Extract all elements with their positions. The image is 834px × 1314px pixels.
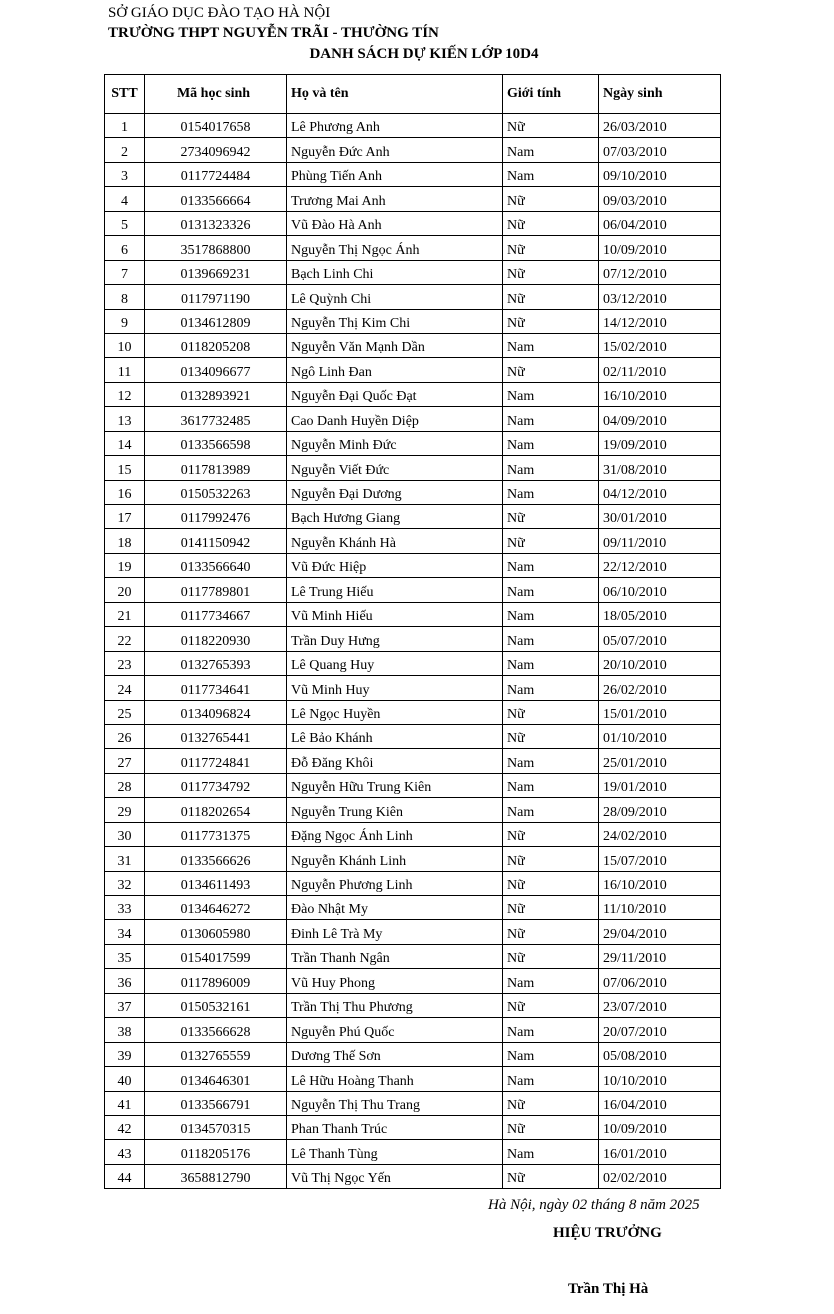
cell-birth-date: 04/12/2010 (599, 480, 721, 504)
table-row (105, 1067, 721, 1091)
cell-birth-date: 14/12/2010 (599, 309, 721, 333)
cell-gender: Nam (503, 407, 599, 431)
cell-student-id: 0117971190 (145, 285, 287, 309)
cell-student-id: 0118205208 (145, 333, 287, 357)
cell-student-id: 0134646301 (145, 1067, 287, 1091)
cell-student-id: 3617732485 (145, 407, 287, 431)
cell-full-name: Bạch Hương Giang (287, 505, 503, 529)
cell-full-name: Nguyễn Viết Đức (287, 456, 503, 480)
cell-student-id: 0134096824 (145, 700, 287, 724)
cell-birth-date: 05/08/2010 (599, 1042, 721, 1066)
school-name: TRƯỜNG THPT NGUYỄN TRÃI - THƯỜNG TÍN (108, 25, 439, 41)
cell-stt: 40 (105, 1067, 145, 1091)
table-row (105, 944, 721, 968)
table-row (105, 187, 721, 211)
column-header-birth-date: Ngày sinh (599, 75, 721, 114)
table-row (105, 260, 721, 284)
cell-birth-date: 05/07/2010 (599, 627, 721, 651)
cell-student-id: 0118220930 (145, 627, 287, 651)
cell-gender: Nam (503, 676, 599, 700)
cell-birth-date: 16/10/2010 (599, 871, 721, 895)
cell-full-name: Nguyễn Khánh Linh (287, 847, 503, 871)
cell-student-id: 0133566664 (145, 187, 287, 211)
cell-student-id: 0134646272 (145, 896, 287, 920)
cell-birth-date: 03/12/2010 (599, 285, 721, 309)
cell-full-name: Phan Thanh Trúc (287, 1115, 503, 1139)
column-header-full-name: Họ và tên (287, 75, 503, 114)
cell-stt: 15 (105, 456, 145, 480)
cell-gender: Nam (503, 162, 599, 186)
cell-birth-date: 06/10/2010 (599, 578, 721, 602)
cell-full-name: Phùng Tiến Anh (287, 162, 503, 186)
cell-stt: 31 (105, 847, 145, 871)
cell-gender: Nam (503, 480, 599, 504)
cell-birth-date: 29/04/2010 (599, 920, 721, 944)
table-row (105, 676, 721, 700)
cell-birth-date: 26/02/2010 (599, 676, 721, 700)
table-row (105, 333, 721, 357)
table-row (105, 969, 721, 993)
cell-stt: 1 (105, 114, 145, 138)
cell-stt: 44 (105, 1164, 145, 1188)
table-row (105, 700, 721, 724)
cell-stt: 17 (105, 505, 145, 529)
cell-student-id: 0150532263 (145, 480, 287, 504)
cell-student-id: 0150532161 (145, 993, 287, 1017)
cell-birth-date: 29/11/2010 (599, 944, 721, 968)
cell-gender: Nữ (503, 822, 599, 846)
cell-gender: Nữ (503, 114, 599, 138)
cell-student-id: 0132893921 (145, 382, 287, 406)
cell-stt: 42 (105, 1115, 145, 1139)
cell-birth-date: 15/01/2010 (599, 700, 721, 724)
table-row (105, 456, 721, 480)
cell-full-name: Nguyễn Phương Linh (287, 871, 503, 895)
cell-full-name: Vũ Minh Hiếu (287, 602, 503, 626)
cell-student-id: 0117724841 (145, 749, 287, 773)
cell-student-id: 0154017658 (145, 114, 287, 138)
cell-student-id: 0134611493 (145, 871, 287, 895)
cell-full-name: Nguyễn Đại Quốc Đạt (287, 382, 503, 406)
cell-stt: 43 (105, 1140, 145, 1164)
cell-gender: Nam (503, 602, 599, 626)
table-row (105, 822, 721, 846)
table-row (105, 162, 721, 186)
cell-student-id: 0133566791 (145, 1091, 287, 1115)
cell-birth-date: 16/04/2010 (599, 1091, 721, 1115)
cell-stt: 41 (105, 1091, 145, 1115)
cell-gender: Nam (503, 578, 599, 602)
cell-gender: Nữ (503, 993, 599, 1017)
cell-stt: 24 (105, 676, 145, 700)
cell-full-name: Vũ Đức Hiệp (287, 553, 503, 577)
table-row (105, 309, 721, 333)
cell-gender: Nữ (503, 236, 599, 260)
cell-full-name: Vũ Đào Hà Anh (287, 211, 503, 235)
cell-gender: Nữ (503, 187, 599, 211)
table-row (105, 1140, 721, 1164)
cell-stt: 14 (105, 431, 145, 455)
cell-gender: Nam (503, 969, 599, 993)
cell-student-id: 0130605980 (145, 920, 287, 944)
cell-student-id: 0117734667 (145, 602, 287, 626)
table-row (105, 920, 721, 944)
cell-student-id: 0117789801 (145, 578, 287, 602)
cell-birth-date: 10/09/2010 (599, 1115, 721, 1139)
table-row (105, 1091, 721, 1115)
table-row (105, 431, 721, 455)
cell-stt: 4 (105, 187, 145, 211)
cell-student-id: 0131323326 (145, 211, 287, 235)
cell-stt: 11 (105, 358, 145, 382)
cell-student-id: 0117896009 (145, 969, 287, 993)
page-title: DANH SÁCH DỰ KIẾN LỚP 10D4 (309, 46, 539, 62)
table-row (105, 138, 721, 162)
cell-birth-date: 16/10/2010 (599, 382, 721, 406)
table-row (105, 505, 721, 529)
cell-gender: Nữ (503, 1164, 599, 1188)
cell-full-name: Nguyễn Văn Mạnh Dần (287, 333, 503, 357)
cell-stt: 10 (105, 333, 145, 357)
cell-student-id: 0118202654 (145, 798, 287, 822)
cell-full-name: Nguyễn Thị Kim Chi (287, 309, 503, 333)
table-row (105, 114, 721, 138)
place-and-date: Hà Nội, ngày 02 tháng 8 năm 2025 (488, 1197, 700, 1213)
cell-birth-date: 30/01/2010 (599, 505, 721, 529)
cell-stt: 21 (105, 602, 145, 626)
cell-student-id: 0117724484 (145, 162, 287, 186)
cell-birth-date: 06/04/2010 (599, 211, 721, 235)
cell-student-id: 0117734792 (145, 773, 287, 797)
cell-birth-date: 19/09/2010 (599, 431, 721, 455)
cell-student-id: 0133566626 (145, 847, 287, 871)
column-header-stt: STT (105, 75, 145, 114)
cell-student-id: 0133566628 (145, 1018, 287, 1042)
table-row (105, 553, 721, 577)
cell-full-name: Nguyễn Hữu Trung Kiên (287, 773, 503, 797)
cell-gender: Nam (503, 1140, 599, 1164)
cell-birth-date: 25/01/2010 (599, 749, 721, 773)
cell-birth-date: 20/10/2010 (599, 651, 721, 675)
cell-stt: 39 (105, 1042, 145, 1066)
table-header-row (105, 75, 721, 114)
cell-stt: 35 (105, 944, 145, 968)
cell-student-id: 0117731375 (145, 822, 287, 846)
cell-gender: Nữ (503, 920, 599, 944)
table-row (105, 1164, 721, 1188)
cell-full-name: Lê Quỳnh Chi (287, 285, 503, 309)
cell-gender: Nữ (503, 211, 599, 235)
cell-gender: Nam (503, 553, 599, 577)
cell-gender: Nữ (503, 871, 599, 895)
cell-student-id: 0117813989 (145, 456, 287, 480)
cell-birth-date: 18/05/2010 (599, 602, 721, 626)
table-row (105, 847, 721, 871)
cell-stt: 37 (105, 993, 145, 1017)
cell-full-name: Đặng Ngọc Ánh Linh (287, 822, 503, 846)
cell-student-id: 0133566598 (145, 431, 287, 455)
cell-full-name: Dương Thế Sơn (287, 1042, 503, 1066)
cell-birth-date: 24/02/2010 (599, 822, 721, 846)
cell-stt: 38 (105, 1018, 145, 1042)
cell-full-name: Nguyễn Minh Đức (287, 431, 503, 455)
cell-student-id: 0134570315 (145, 1115, 287, 1139)
table-row (105, 529, 721, 553)
cell-student-id: 0139669231 (145, 260, 287, 284)
cell-gender: Nam (503, 798, 599, 822)
cell-stt: 26 (105, 724, 145, 748)
cell-full-name: Lê Hữu Hoàng Thanh (287, 1067, 503, 1091)
table-row (105, 578, 721, 602)
cell-gender: Nam (503, 749, 599, 773)
cell-student-id: 0132765393 (145, 651, 287, 675)
cell-full-name: Đinh Lê Trà My (287, 920, 503, 944)
table-row (105, 651, 721, 675)
cell-stt: 27 (105, 749, 145, 773)
cell-birth-date: 26/03/2010 (599, 114, 721, 138)
cell-gender: Nữ (503, 505, 599, 529)
cell-full-name: Nguyễn Phú Quốc (287, 1018, 503, 1042)
cell-full-name: Trương Mai Anh (287, 187, 503, 211)
table-row (105, 871, 721, 895)
cell-full-name: Trần Thị Thu Phương (287, 993, 503, 1017)
cell-gender: Nam (503, 431, 599, 455)
cell-stt: 28 (105, 773, 145, 797)
table-body (105, 114, 721, 1189)
cell-stt: 5 (105, 211, 145, 235)
cell-birth-date: 02/02/2010 (599, 1164, 721, 1188)
cell-student-id: 0141150942 (145, 529, 287, 553)
cell-student-id: 0118205176 (145, 1140, 287, 1164)
cell-student-id: 3517868800 (145, 236, 287, 260)
table-row (105, 773, 721, 797)
cell-full-name: Vũ Huy Phong (287, 969, 503, 993)
cell-gender: Nữ (503, 529, 599, 553)
cell-gender: Nam (503, 1042, 599, 1066)
cell-full-name: Nguyễn Thị Thu Trang (287, 1091, 503, 1115)
cell-stt: 32 (105, 871, 145, 895)
table-row (105, 211, 721, 235)
cell-gender: Nữ (503, 358, 599, 382)
cell-full-name: Lê Bảo Khánh (287, 724, 503, 748)
cell-gender: Nam (503, 773, 599, 797)
cell-gender: Nữ (503, 724, 599, 748)
table-row (105, 798, 721, 822)
cell-full-name: Nguyễn Trung Kiên (287, 798, 503, 822)
column-header-gender: Giới tính (503, 75, 599, 114)
cell-gender: Nam (503, 456, 599, 480)
cell-full-name: Nguyễn Đại Dương (287, 480, 503, 504)
cell-birth-date: 15/07/2010 (599, 847, 721, 871)
cell-stt: 33 (105, 896, 145, 920)
cell-full-name: Lê Ngọc Huyền (287, 700, 503, 724)
cell-stt: 36 (105, 969, 145, 993)
cell-student-id: 0134612809 (145, 309, 287, 333)
cell-birth-date: 07/12/2010 (599, 260, 721, 284)
column-header-student-id: Mã học sinh (145, 75, 287, 114)
cell-full-name: Vũ Thị Ngọc Yến (287, 1164, 503, 1188)
cell-student-id: 0133566640 (145, 553, 287, 577)
table-row (105, 993, 721, 1017)
cell-gender: Nam (503, 651, 599, 675)
cell-full-name: Bạch Linh Chi (287, 260, 503, 284)
cell-full-name: Trần Thanh Ngân (287, 944, 503, 968)
cell-gender: Nữ (503, 309, 599, 333)
cell-student-id: 0117992476 (145, 505, 287, 529)
table-row (105, 358, 721, 382)
cell-stt: 9 (105, 309, 145, 333)
cell-birth-date: 07/06/2010 (599, 969, 721, 993)
cell-gender: Nam (503, 1018, 599, 1042)
table-row (105, 480, 721, 504)
cell-birth-date: 07/03/2010 (599, 138, 721, 162)
cell-full-name: Nguyễn Khánh Hà (287, 529, 503, 553)
table-row (105, 1018, 721, 1042)
cell-student-id: 0132765559 (145, 1042, 287, 1066)
cell-student-id: 3658812790 (145, 1164, 287, 1188)
cell-gender: Nữ (503, 700, 599, 724)
cell-stt: 8 (105, 285, 145, 309)
cell-full-name: Vũ Minh Huy (287, 676, 503, 700)
cell-birth-date: 02/11/2010 (599, 358, 721, 382)
cell-student-id: 0134096677 (145, 358, 287, 382)
student-list-table (104, 74, 721, 1189)
cell-full-name: Đỗ Đăng Khôi (287, 749, 503, 773)
table-row (105, 749, 721, 773)
cell-birth-date: 28/09/2010 (599, 798, 721, 822)
cell-gender: Nam (503, 138, 599, 162)
table-row (105, 407, 721, 431)
cell-full-name: Ngô Linh Đan (287, 358, 503, 382)
cell-birth-date: 10/10/2010 (599, 1067, 721, 1091)
cell-student-id: 0154017599 (145, 944, 287, 968)
cell-student-id: 2734096942 (145, 138, 287, 162)
cell-stt: 3 (105, 162, 145, 186)
cell-stt: 12 (105, 382, 145, 406)
table-row (105, 627, 721, 651)
cell-birth-date: 15/02/2010 (599, 333, 721, 357)
cell-birth-date: 23/07/2010 (599, 993, 721, 1017)
cell-birth-date: 10/09/2010 (599, 236, 721, 260)
cell-stt: 13 (105, 407, 145, 431)
table-row (105, 602, 721, 626)
cell-gender: Nam (503, 382, 599, 406)
cell-full-name: Đào Nhật My (287, 896, 503, 920)
cell-stt: 34 (105, 920, 145, 944)
cell-stt: 22 (105, 627, 145, 651)
table-row (105, 1042, 721, 1066)
cell-full-name: Nguyễn Đức Anh (287, 138, 503, 162)
table-row (105, 1115, 721, 1139)
table-row (105, 896, 721, 920)
cell-birth-date: 16/01/2010 (599, 1140, 721, 1164)
cell-full-name: Lê Trung Hiếu (287, 578, 503, 602)
cell-full-name: Nguyễn Thị Ngọc Ánh (287, 236, 503, 260)
cell-full-name: Lê Thanh Tùng (287, 1140, 503, 1164)
department-name: SỞ GIÁO DỤC ĐÀO TẠO HÀ NỘI (108, 5, 331, 21)
cell-stt: 25 (105, 700, 145, 724)
cell-full-name: Cao Danh Huyền Diệp (287, 407, 503, 431)
cell-birth-date: 09/10/2010 (599, 162, 721, 186)
cell-stt: 18 (105, 529, 145, 553)
table-row (105, 285, 721, 309)
cell-stt: 6 (105, 236, 145, 260)
cell-full-name: Lê Phương Anh (287, 114, 503, 138)
cell-birth-date: 31/08/2010 (599, 456, 721, 480)
cell-birth-date: 19/01/2010 (599, 773, 721, 797)
cell-gender: Nam (503, 1067, 599, 1091)
cell-stt: 23 (105, 651, 145, 675)
cell-full-name: Trần Duy Hưng (287, 627, 503, 651)
cell-birth-date: 11/10/2010 (599, 896, 721, 920)
cell-gender: Nữ (503, 1091, 599, 1115)
table-row (105, 382, 721, 406)
cell-birth-date: 22/12/2010 (599, 553, 721, 577)
cell-birth-date: 01/10/2010 (599, 724, 721, 748)
cell-full-name: Lê Quang Huy (287, 651, 503, 675)
cell-birth-date: 04/09/2010 (599, 407, 721, 431)
cell-stt: 7 (105, 260, 145, 284)
cell-gender: Nữ (503, 285, 599, 309)
table-row (105, 724, 721, 748)
cell-birth-date: 09/11/2010 (599, 529, 721, 553)
cell-gender: Nữ (503, 896, 599, 920)
table-row (105, 236, 721, 260)
cell-stt: 20 (105, 578, 145, 602)
cell-stt: 19 (105, 553, 145, 577)
signatory-role: HIỆU TRƯỞNG (553, 1225, 662, 1241)
cell-birth-date: 20/07/2010 (599, 1018, 721, 1042)
cell-stt: 30 (105, 822, 145, 846)
cell-gender: Nữ (503, 944, 599, 968)
cell-gender: Nữ (503, 260, 599, 284)
cell-student-id: 0117734641 (145, 676, 287, 700)
cell-birth-date: 09/03/2010 (599, 187, 721, 211)
cell-gender: Nữ (503, 1115, 599, 1139)
signatory-name: Trần Thị Hà (568, 1281, 649, 1297)
cell-gender: Nữ (503, 847, 599, 871)
cell-student-id: 0132765441 (145, 724, 287, 748)
cell-gender: Nam (503, 627, 599, 651)
cell-stt: 2 (105, 138, 145, 162)
cell-stt: 29 (105, 798, 145, 822)
cell-gender: Nam (503, 333, 599, 357)
cell-stt: 16 (105, 480, 145, 504)
